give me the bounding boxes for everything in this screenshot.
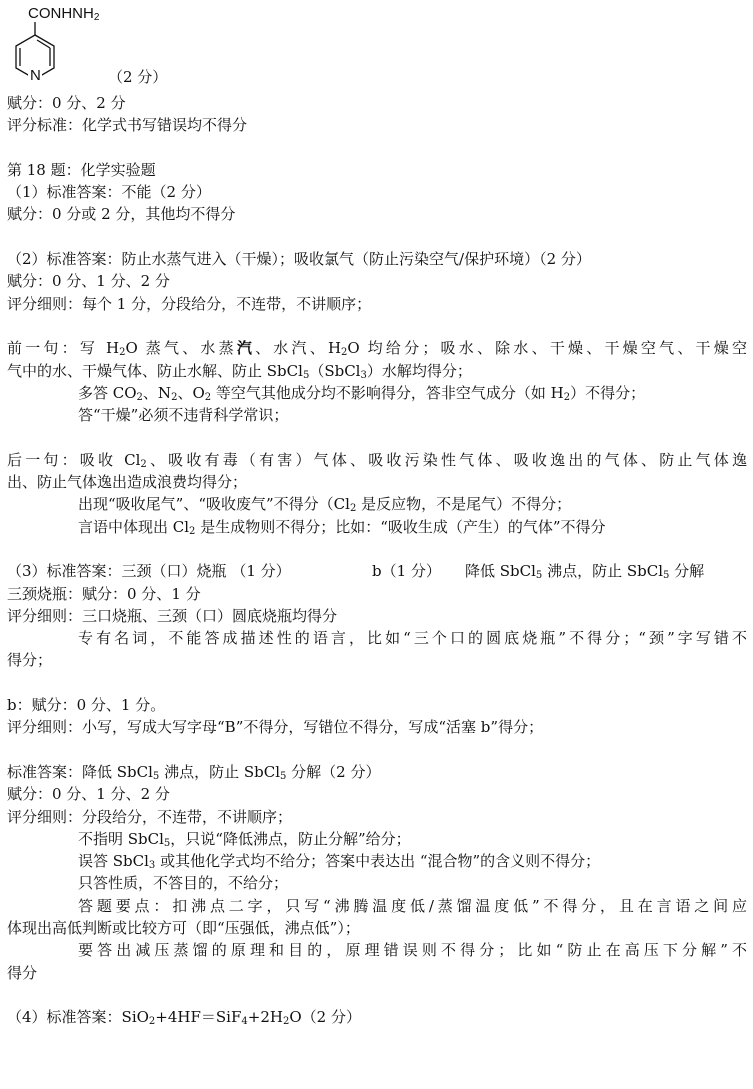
std-note-6: 要答出减压蒸馏的原理和目的，原理错误则不得分；比如“防止在高压下分解”不: [78, 941, 747, 960]
b-rule: 评分细则：小写，写成大写字母“B”不得分，写错位不得分，写成“活塞 b”得分；: [7, 718, 544, 737]
q18-part3-answer: （3）标准答案：三颈（口）烧瓶 （1 分） b（1 分） 降低 SbCl$_5$ 沸点，防止 SbCl$_5$ 分解: [7, 562, 705, 582]
q18-part1-answer: （1）标准答案：不能（2 分）: [7, 183, 211, 202]
q17-standard: 评分标准：化学式书写错误均不得分: [7, 116, 248, 135]
flask-note-line-1: 专有名词，不能答成描述性的语言，比如“三个口的圆底烧瓶”不得分；“颈”字写错不: [78, 629, 747, 648]
std-note-4: 答题要点：扣沸点二字，只写“沸腾温度低/蒸馏温度低”不得分，且在言语之间应: [78, 896, 747, 915]
std-note-5: 体现出高低判断或比较方可（即“压强低，沸点低”）；: [7, 918, 360, 937]
q17-fufen: 赋分：0 分、2 分: [7, 94, 126, 112]
std-answer: 标准答案：降低 SbCl$_5$ 沸点，防止 SbCl$_5$ 分解（2 分）: [7, 762, 381, 782]
std-fufen: 赋分：0 分、1 分、2 分: [7, 785, 170, 804]
b-fufen: b：赋分：0 分、1 分。: [7, 696, 166, 715]
q18-part4-answer: （4）标准答案：$SiO_2+4HF=SiF_4+2H_2O(2$ 分）: [7, 1008, 361, 1028]
q18-part2-answer: （2）标准答案：防止水蒸气进入（干燥）；吸收氯气（防止污染空气/保护环境）（2 分）: [7, 250, 591, 269]
grading-document: [7, 92, 747, 1028]
substituent-label: $CONHNH_2$: [28, 5, 100, 23]
front-sentence-line-4: 答“干燥”必须不违背科学常识；: [78, 406, 289, 425]
front-sentence-line-1: 前一句：写 $H_2O$ 蒸气、水蒸汽、水汽、$H_2O$ 均给分；吸水、除水、干燥、干燥空气、干燥空: [7, 339, 747, 359]
std-note-7: 得分: [7, 963, 38, 982]
pyridine-ring-diagram: [8, 2, 98, 86]
q18-part2-rule: 评分细则：每个 1 分，分段给分，不连带，不讲顺序；: [7, 294, 372, 313]
std-note-2: 误答 SbCl$_3$ 或其他化学式均不给分；答案中表达出 “混合物”的含义则不得分；: [78, 852, 601, 872]
ring-nitrogen-label: N: [30, 67, 41, 84]
back-sentence-line-3: 出现“吸收尾气”、“吸收废气”不得分（$Cl_2$ 是反应物，不是尾气）不得分；: [78, 495, 572, 515]
back-sentence-line-2: 出、防止气体逸出造成浪费均得分；: [7, 473, 248, 492]
std-note-3: 只答性质，不答目的，不给分；: [78, 874, 289, 893]
flask-fufen: 三颈烧瓶：赋分：0 分、1 分: [7, 584, 201, 603]
q18-part2-fufen: 赋分：0 分、1 分、2 分: [7, 272, 170, 291]
std-rule: 评分细则：分段给分，不连带，不讲顺序；: [7, 807, 293, 826]
std-note-1: 不指明 SbCl$_5$，只说“降低沸点，防止分解”给分；: [78, 829, 411, 849]
flask-note-line-2: 得分；: [7, 651, 53, 670]
q18-title: 第 18 题：化学实验题: [7, 160, 156, 179]
structure-score: （2 分）: [108, 68, 168, 86]
flask-rule: 评分细则：三口烧瓶、三颈（口）圆底烧瓶均得分: [7, 606, 338, 625]
back-sentence-line-4: 言语中体现出 $Cl_2$ 是生成物则不得分；比如：“吸收生成（产生）的气体”不得分: [78, 517, 606, 537]
q18-part1-fufen: 赋分：0 分或 2 分，其他均不得分: [7, 205, 236, 224]
back-sentence-line-1: 后一句：吸收 $Cl_2$、吸收有毒（有害）气体、吸收污染性气体、吸收逸出的气体、防止气体逸: [7, 450, 747, 470]
front-sentence-line-2: 气中的水、干燥气体、防止水解、防止 SbCl$_5$（SbCl$_3$）水解均得分；: [7, 361, 472, 381]
structural-formula: [8, 2, 98, 86]
front-sentence-line-3: 多答 $CO_2$、$N_2$、$O_2$ 等空气其他成分均不影响得分，答非空气成分（如 $H_2$）不得分；: [78, 383, 646, 403]
